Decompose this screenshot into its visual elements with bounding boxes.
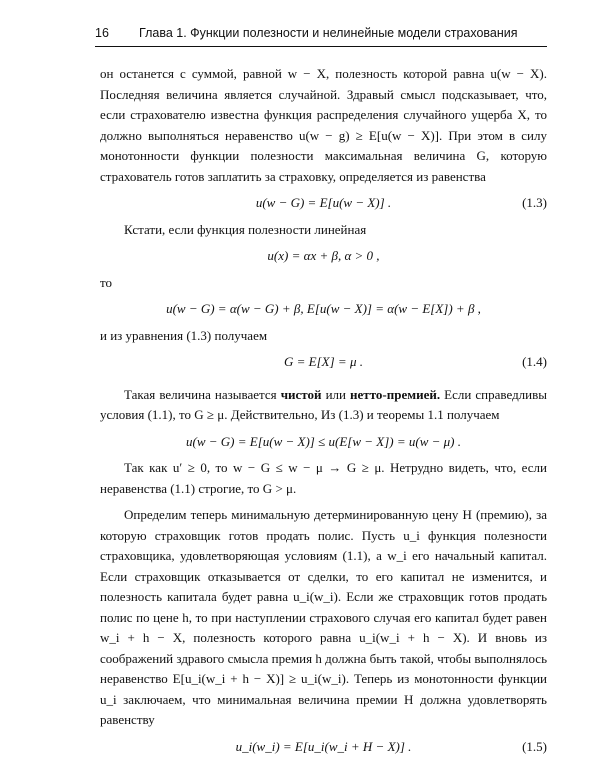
equation-1-5-formula: u_i(w_i) = E[u_i(w_i + H − X)] .	[235, 738, 412, 754]
equation-1-3	[100, 193, 547, 214]
equation-inequality: u(w − G) = E[u(w − X)] ≤ u(E[w − X]) = u(w − μ) .	[186, 433, 461, 449]
paragraph-4	[100, 385, 547, 426]
paragraph-2: Кстати, если функция полезности линейная	[124, 221, 367, 237]
paragraph-4-mid: или	[321, 386, 351, 402]
term-net-premium: нетто-премией.	[350, 386, 441, 402]
paragraph-6: Определим теперь минимальную детерминированную цену H (премию), за которую страховщик готов продать полис. Пусть u_i функция полезности страховщика, удовлетворяющая условиям (1.1), а w_i его начальный капитал. Если страховщик отказывается от сделки, то его капитал не изменится, и полезность капитала будет равна u_i(w_i). Если же страховщик готов продать полис по цене h, то при наступлении страхового случая его капитал будет равен w_i + h − X, полезность которого равна u_i(w_i + h − X). И вновь из соображений здравого смысла премия h должна быть такой, чтобы выполнялось неравенство E[u_i(w_i + h − X)] ≥ u_i(w_i). Теперь из монотонности функции u_i заключаем, что минимальная величина премии H должна удовлетворять равенству	[100, 507, 547, 727]
equation-1-4-number: (1.4)	[522, 354, 547, 369]
equation-linear: u(x) = αx + β, α > 0 ,	[267, 248, 380, 263]
equation-1-3-number: (1.3)	[522, 195, 547, 210]
equation-1-4	[100, 352, 547, 373]
equation-linear-2: u(w − G) = α(w − G) + β, E[u(w − X)] = α(w − E[X]) + β ,	[166, 301, 481, 316]
word-to: то	[100, 274, 113, 290]
paragraph-5: Так как u′ ≥ 0, то w − G ≤ w − μ → G ≥ μ. Нетрудно видеть, что, если неравенства (1.1) строгие, то G > μ.	[100, 460, 547, 496]
term-pure-premium: чистой	[280, 386, 322, 402]
equation-1-5-number: (1.5)	[522, 738, 547, 754]
chapter-title: Глава 1. Функции полезности и нелинейные модели страхования	[139, 26, 518, 40]
page-number: 16	[95, 26, 109, 40]
paragraph-3: и из уравнения (1.3) получаем	[100, 327, 268, 343]
equation-1-4-formula: G = E[X] = μ .	[284, 354, 363, 369]
paragraph-4-end: Если справедливы условия (1.1), то G ≥ μ. Действительно, Из (1.3) и теоремы 1.1 получаем	[100, 386, 547, 422]
running-header	[95, 26, 547, 47]
page-body	[100, 64, 547, 763]
equation-1-3-formula: u(w − G) = E[u(w − X)] .	[255, 195, 392, 210]
equation-1-5	[100, 737, 547, 758]
paragraph-4-start: Такая величина называется	[124, 386, 281, 402]
paragraph-1: он останется с суммой, равной w − X, полезность которой равна u(w − X). Последняя величина является случайной. Здравый смысл подсказывает, что, если страхователю известна функция распределения случайного ущерба X, то должно выполняться неравенство u(w − g) ≥ E[u(w − X)]. При этом в силу монотонности функции полезности максимальная величина G, которую страхователь готов заплатить за страховку, определяется из равенства	[100, 66, 547, 184]
